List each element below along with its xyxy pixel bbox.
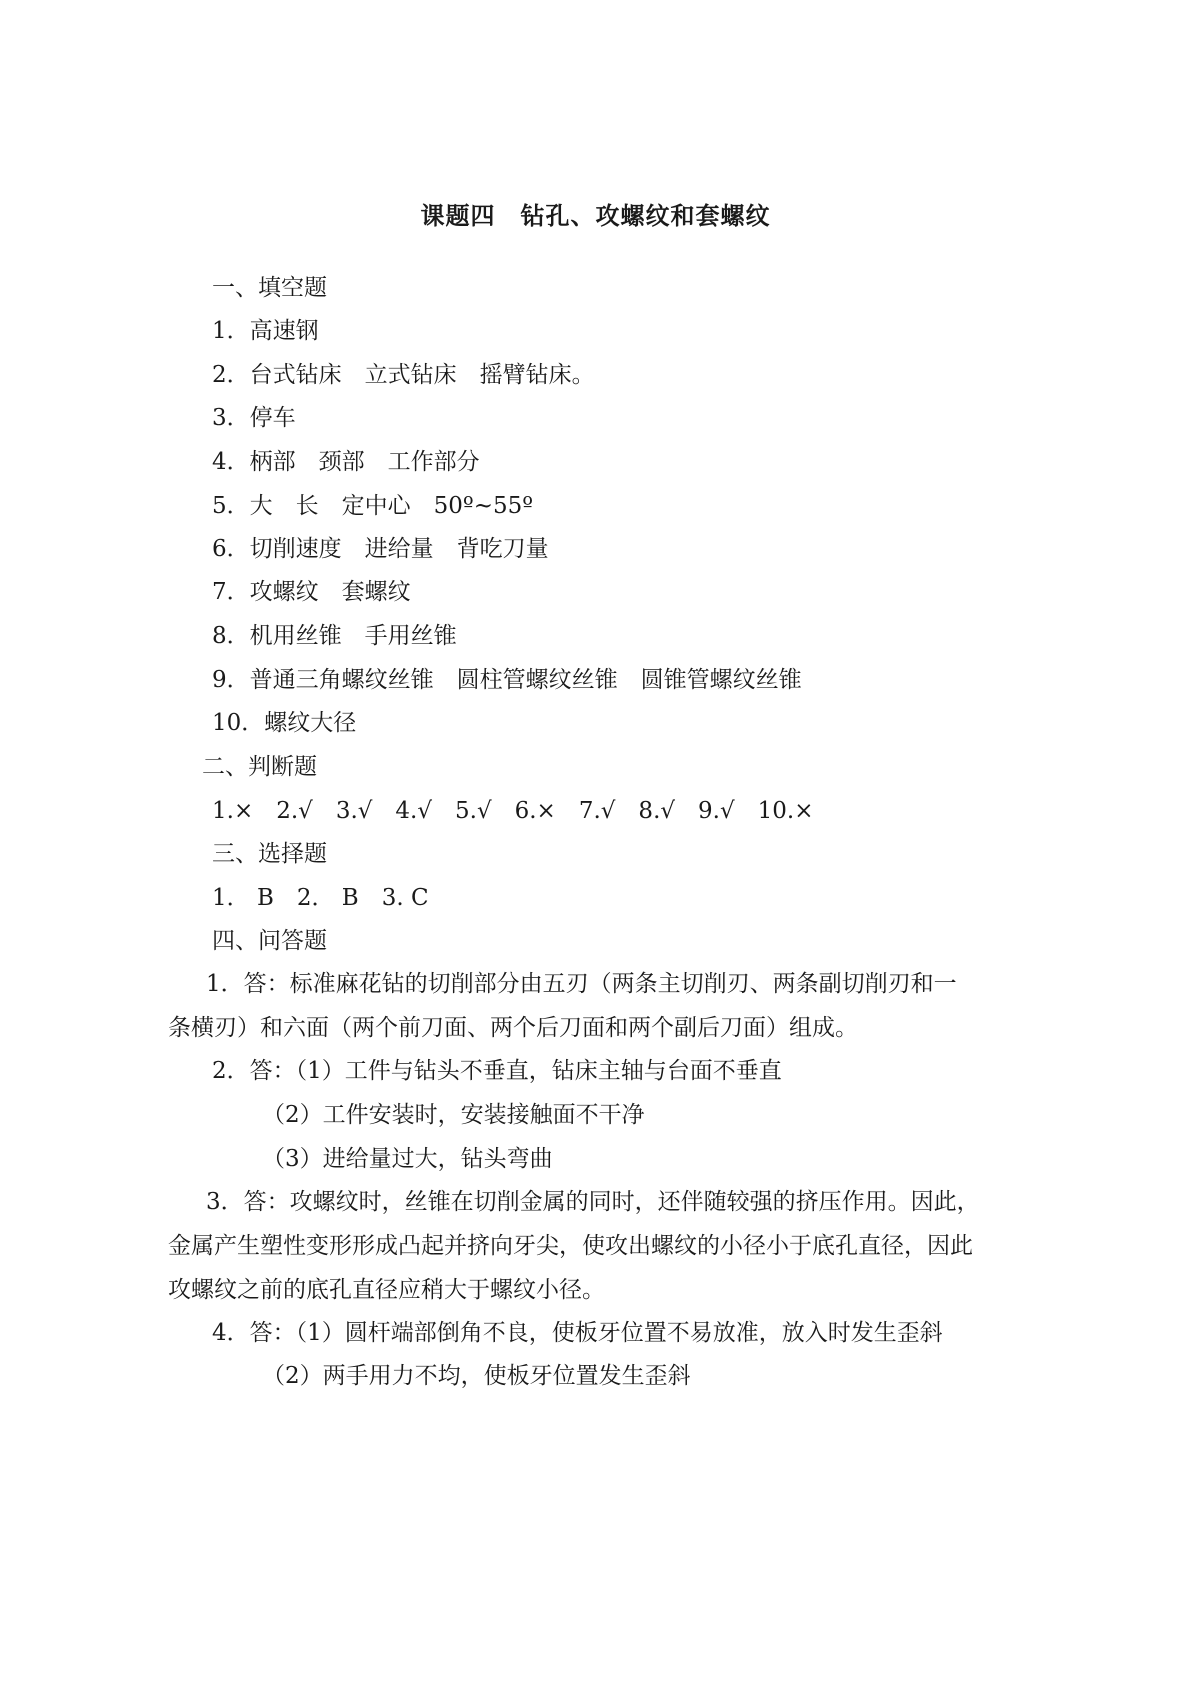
qa-line: 2．答：（1）工件与钻头不垂直，钻床主轴与台面不垂直: [212, 1058, 782, 1084]
section-heading-true-false: 二、判断题: [202, 754, 317, 780]
qa-line: 金属产生塑性变形形成凸起并挤向牙尖，使攻出螺纹的小径小于底孔直径，因此: [168, 1233, 973, 1259]
fill-blank-item: 10．螺纹大径: [212, 710, 357, 736]
fill-blank-item: 2．台式钻床 立式钻床 摇臂钻床。: [212, 362, 595, 388]
fill-blank-item: 1．高速钢: [212, 318, 319, 344]
choice-answers: 1． B 2． B 3. C: [212, 885, 429, 911]
qa-line: 1．答：标准麻花钻的切削部分由五刃（两条主切削刃、两条副切削刃和一: [206, 971, 957, 997]
qa-line: 条横刃）和六面（两个前刀面、两个后刀面和两个副后刀面）组成。: [168, 1015, 858, 1041]
fill-blank-item: 8．机用丝锥 手用丝锥: [212, 623, 457, 649]
qa-line: （3）进给量过大，钻头弯曲: [262, 1146, 553, 1172]
fill-blank-item: 3．停车: [212, 405, 296, 431]
qa-line: 3．答：攻螺纹时，丝锥在切削金属的同时，还伴随较强的挤压作用。因此，: [206, 1189, 980, 1215]
fill-blank-item: 7．攻螺纹 套螺纹: [212, 579, 411, 605]
section-heading-fill-blank: 一、填空题: [212, 275, 327, 301]
section-heading-choice: 三、选择题: [212, 841, 327, 867]
fill-blank-item: 5．大 长 定中心 50º~55º: [212, 493, 534, 519]
fill-blank-item: 4．柄部 颈部 工作部分: [212, 449, 480, 475]
fill-blank-item: 9．普通三角螺纹丝锥 圆柱管螺纹丝锥 圆锥管螺纹丝锥: [212, 667, 802, 693]
fill-blank-item: 6．切削速度 进给量 背吃刀量: [212, 536, 549, 562]
true-false-answers: 1.× 2.√ 3.√ 4.√ 5.√ 6.× 7.√ 8.√ 9.√ 10.×: [212, 798, 814, 824]
document-title: 课题四 钻孔、攻螺纹和套螺纹: [420, 201, 771, 230]
qa-line: （2）工件安装时，安装接触面不干净: [262, 1102, 645, 1128]
section-heading-qa: 四、问答题: [212, 928, 327, 954]
qa-line: 4．答：（1）圆杆端部倒角不良，使板牙位置不易放准，放入时发生歪斜: [212, 1320, 943, 1346]
qa-line: 攻螺纹之前的底孔直径应稍大于螺纹小径。: [168, 1277, 605, 1303]
qa-line: （2）两手用力不均，使板牙位置发生歪斜: [262, 1363, 691, 1389]
